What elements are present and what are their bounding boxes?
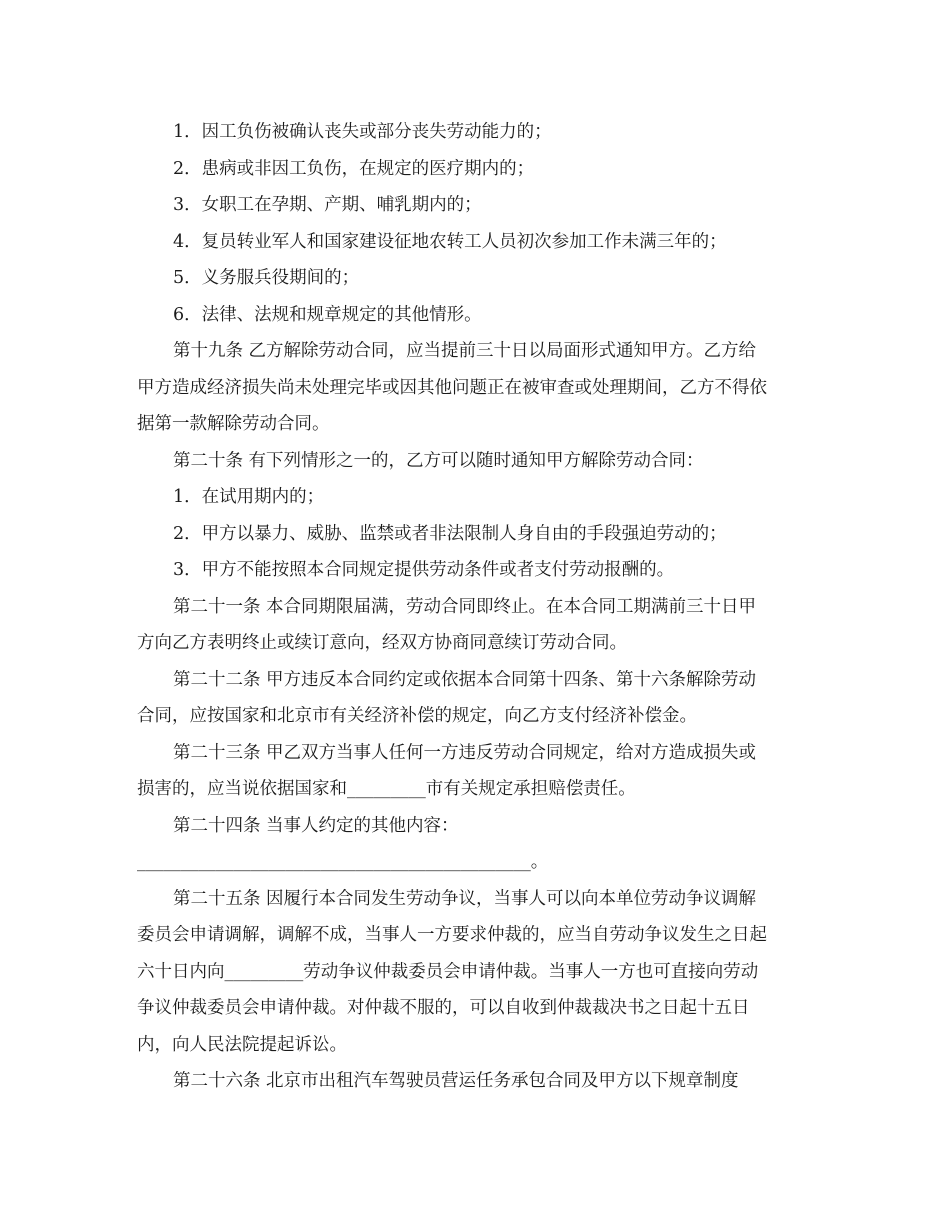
article-20-item-2: 2．甲方以暴力、威胁、监禁或者非法限制人身自由的手段强迫劳动的； (173, 523, 727, 544)
article-25-line-3: 六十日内向_________劳动争议仲裁委员会申请仲裁。当事人一方也可直接向劳动 (137, 961, 759, 982)
article-21-line-1: 第二十一条 本合同期限届满，劳动合同即终止。在本合同工期满前三十日甲 (173, 596, 757, 617)
article-20-item-1: 1．在试用期内的； (173, 487, 325, 507)
document-body (137, 114, 827, 1100)
article-19-line-2: 甲方造成经济损失尚未处理完毕或因其他问题正在被审查或处理期间，乙方不得依 (137, 377, 767, 398)
list-item-2: 2．患病或非因工负伤，在规定的医疗期内的； (173, 158, 535, 179)
article-25-line-2: 委员会申请调解，调解不成，当事人一方要求仲裁的，应当自劳动争议发生之日起 (137, 925, 767, 945)
article-20-line-1: 第二十条 有下列情形之一的，乙方可以随时通知甲方解除劳动合同： (173, 450, 704, 471)
article-25-line-4: 争议仲裁委员会申请仲裁。对仲裁不服的，可以自收到仲裁裁决书之日起十五日 (137, 998, 750, 1018)
article-22-line-2: 合同，应按国家和北京市有关经济补偿的规定，向乙方支付经济补偿金。 (137, 706, 697, 726)
article-20-item-3: 3．甲方不能按照本合同规定提供劳动条件或者支付劳动报酬的。 (173, 560, 675, 580)
article-25-line-5: 内，向人民法院提起诉讼。 (137, 1034, 347, 1055)
article-19-line-1: 第十九条 乙方解除劳动合同，应当提前三十日以局面形式通知甲方。乙方给 (173, 341, 757, 361)
article-21-line-2: 方向乙方表明终止或续订意向，经双方协商同意续订劳动合同。 (137, 633, 627, 653)
article-22-line-1: 第二十二条 甲方违反本合同约定或依据本合同第十四条、第十六条解除劳动 (173, 669, 757, 690)
list-item-1: 1．因工负伤被确认丧失或部分丧失劳动能力的； (173, 122, 552, 142)
article-25-line-1: 第二十五条 因履行本合同发生劳动争议，当事人可以向本单位劳动争议调解 (173, 888, 757, 909)
list-item-6: 6．法律、法规和规章规定的其他情形。 (173, 304, 482, 325)
list-item-5: 5．义务服兵役期间的； (173, 268, 360, 288)
article-23-line-1: 第二十三条 甲乙双方当事人任何一方违反劳动合同规定，给对方造成损失或 (173, 742, 757, 763)
list-item-3: 3．女职工在孕期、产期、哺乳期内的； (173, 195, 482, 215)
list-item-4: 4．复员转业军人和国家建设征地农转工人员初次参加工作未满三年的； (173, 231, 727, 252)
article-24-line-1: 第二十四条 当事人约定的其他内容： (173, 815, 459, 836)
article-23-line-2: 损害的，应当说依据国家和_________市有关规定承担赔偿责任。 (137, 779, 636, 799)
article-26-line-1: 第二十六条 北京市出租汽车驾驶员营运任务承包合同及甲方以下规章制度 (173, 1071, 739, 1091)
article-24-blank-line: _____________________________________________。 (137, 852, 549, 872)
article-19-line-3: 据第一款解除劳动合同。 (137, 414, 330, 434)
